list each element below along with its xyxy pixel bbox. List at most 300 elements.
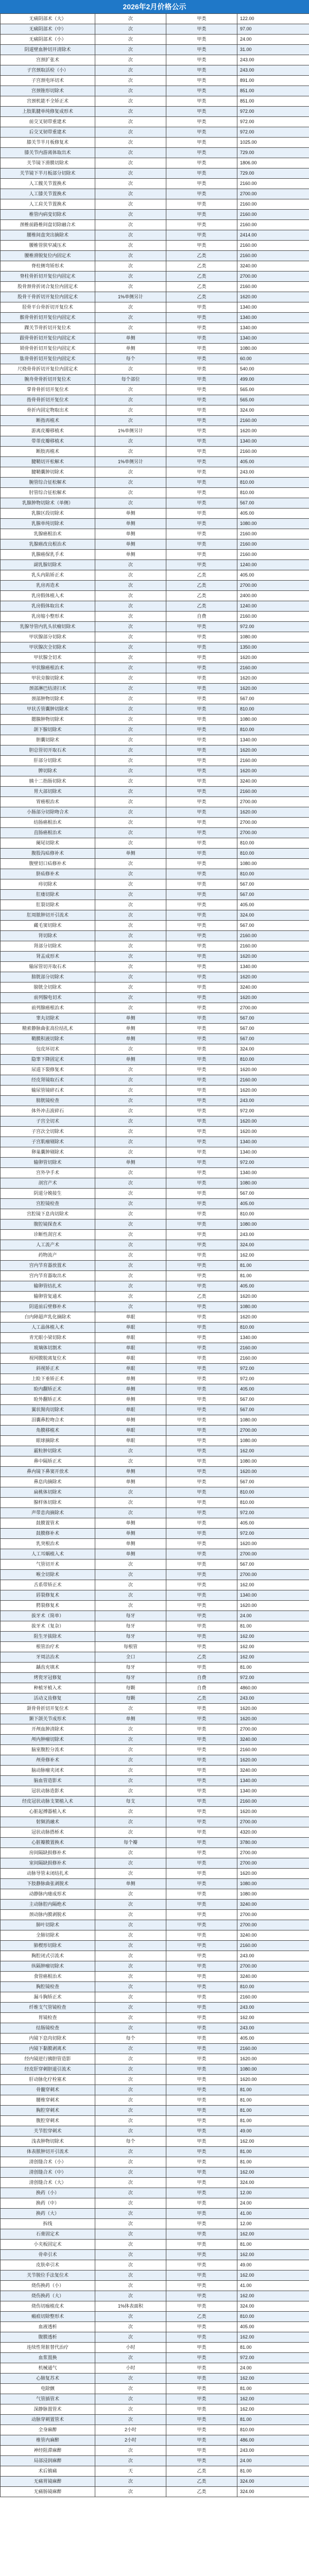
table-row xyxy=(1,725,309,735)
table-row xyxy=(1,1508,309,1518)
price-cell: 162.00 xyxy=(237,1446,309,1456)
table-row xyxy=(1,261,309,272)
item-name-cell: 胃镜检查 xyxy=(1,2013,95,2023)
category-cell: 甲类 xyxy=(166,1920,237,1930)
price-cell: 1620.00 xyxy=(237,1467,309,1477)
table-row xyxy=(1,2198,309,2209)
price-cell: 405.00 xyxy=(237,509,309,519)
table-row xyxy=(1,2332,309,2343)
price-cell: 324.00 xyxy=(237,2477,309,2487)
price-cell: 1080.00 xyxy=(237,344,309,354)
unit-cell: 次 xyxy=(95,1930,166,1941)
unit-cell: 每个 xyxy=(95,354,166,364)
item-name-cell: 射频消融术 xyxy=(1,1817,95,1827)
category-cell: 甲类 xyxy=(166,1250,237,1261)
table-row xyxy=(1,1487,309,1498)
price-cell: 81.00 xyxy=(237,1621,309,1632)
item-name-cell: 甲状舌管囊肿切除术 xyxy=(1,704,95,715)
price-cell: 2160.00 xyxy=(237,1353,309,1364)
item-name-cell: 精索静脉曲张高位结扎术 xyxy=(1,1024,95,1034)
table-row xyxy=(1,55,309,65)
table-row xyxy=(1,148,309,158)
price-cell: 1080.00 xyxy=(237,1302,309,1312)
category-cell: 甲类 xyxy=(166,148,237,158)
table-row xyxy=(1,2064,309,2075)
unit-cell: 次 xyxy=(95,921,166,931)
price-cell: 405.00 xyxy=(237,900,309,910)
price-cell: 405.00 xyxy=(237,1518,309,1529)
unit-cell: 次 xyxy=(95,2260,166,2270)
item-name-cell: 浅表肿物切除术 xyxy=(1,2137,95,2147)
price-cell: 972.00 xyxy=(237,1364,309,1374)
unit-cell: 次 xyxy=(95,436,166,447)
item-name-cell: 无痛胃镜麻醉 xyxy=(1,2477,95,2487)
item-name-cell: 脑血管造影术 xyxy=(1,1776,95,1786)
unit-cell: 次 xyxy=(95,1560,166,1570)
price-cell: 567.00 xyxy=(237,921,309,931)
item-name-cell: 全肺切除术 xyxy=(1,1930,95,1941)
price-cell: 162.00 xyxy=(237,2229,309,2240)
category-cell: 乙类 xyxy=(166,581,237,591)
item-name-cell: 舌系带矫正术 xyxy=(1,1580,95,1590)
price-cell: 810.00 xyxy=(237,838,309,849)
item-name-cell: 无痛阴部术（大） xyxy=(1,14,95,24)
category-cell: 甲类 xyxy=(166,1900,237,1910)
category-cell: 甲类 xyxy=(166,1807,237,1817)
price-cell: 2160.00 xyxy=(237,1075,309,1086)
price-cell: 2160.00 xyxy=(237,447,309,457)
category-cell: 甲类 xyxy=(166,818,237,828)
price-cell: 567.00 xyxy=(237,1560,309,1570)
unit-cell: 单侧 xyxy=(95,550,166,560)
item-name-cell: 颅骨修补术 xyxy=(1,1755,95,1766)
item-name-cell: 颈椎前路椎间盘切除融合术 xyxy=(1,220,95,230)
category-cell: 甲类 xyxy=(166,1745,237,1755)
price-cell: 405.00 xyxy=(237,2322,309,2332)
category-cell: 甲类 xyxy=(166,1621,237,1632)
table-row xyxy=(1,230,309,241)
item-name-cell: 藏毛窦切除术 xyxy=(1,921,95,931)
category-cell: 甲类 xyxy=(166,890,237,900)
unit-cell: 次 xyxy=(95,2178,166,2188)
table-row xyxy=(1,1209,309,1219)
item-name-cell: 食管癌根治术 xyxy=(1,1972,95,1982)
unit-cell: 次 xyxy=(95,1807,166,1817)
unit-cell: 次 xyxy=(95,1590,166,1601)
item-name-cell: 输尿管切开取石术 xyxy=(1,962,95,972)
item-name-cell: 人工流产术 xyxy=(1,1240,95,1250)
price-cell: 2400.00 xyxy=(237,591,309,601)
table-row xyxy=(1,375,309,385)
item-name-cell: 腰椎管狭窄减压术 xyxy=(1,241,95,251)
table-row xyxy=(1,1704,309,1714)
price-cell: 2700.00 xyxy=(237,1426,309,1436)
category-cell: 乙类 xyxy=(166,601,237,612)
item-name-cell: 局部浸润麻醉 xyxy=(1,2456,95,2466)
table-row xyxy=(1,1982,309,1992)
unit-cell: 单侧 xyxy=(95,1013,166,1024)
category-cell: 甲类 xyxy=(166,1910,237,1920)
table-row xyxy=(1,2157,309,2167)
table-row xyxy=(1,2137,309,2147)
unit-cell: 每个部位 xyxy=(95,375,166,385)
table-row xyxy=(1,1529,309,1539)
price-cell: 3240.00 xyxy=(237,1766,309,1776)
price-cell: 2700.00 xyxy=(237,1003,309,1013)
price-cell: 162.00 xyxy=(237,2332,309,2343)
price-cell: 2700.00 xyxy=(237,1817,309,1827)
category-cell: 甲类 xyxy=(166,333,237,344)
category-cell: 甲类 xyxy=(166,35,237,45)
unit-cell: 次 xyxy=(95,1735,166,1745)
item-name-cell: 关节镜下滑膜切除术 xyxy=(1,158,95,168)
price-cell: 405.00 xyxy=(237,1384,309,1395)
table-row xyxy=(1,1972,309,1982)
item-name-cell: 尿道下裂修复术 xyxy=(1,1065,95,1075)
unit-cell: 单眼 xyxy=(95,1405,166,1415)
price-cell: 1620.00 xyxy=(237,807,309,818)
table-row xyxy=(1,766,309,776)
item-name-cell: 关节脱位手法复位术 xyxy=(1,2270,95,2281)
price-cell: 12.00 xyxy=(237,2188,309,2198)
table-row xyxy=(1,869,309,879)
category-cell: 乙类 xyxy=(166,2466,237,2477)
item-name-cell: 乳突根治术 xyxy=(1,1539,95,1549)
table-row xyxy=(1,2075,309,2085)
table-row xyxy=(1,2415,309,2425)
price-cell: 243.00 xyxy=(237,1693,309,1704)
table-row xyxy=(1,2363,309,2374)
price-cell: 81.00 xyxy=(237,1271,309,1281)
item-name-cell: 膝关节内游离体取出术 xyxy=(1,148,95,158)
price-cell: 81.00 xyxy=(237,2147,309,2157)
item-name-cell: 胸腔镜检查 xyxy=(1,1982,95,1992)
price-cell: 972.00 xyxy=(237,622,309,632)
price-cell: 162.00 xyxy=(237,2137,309,2147)
table-row xyxy=(1,2054,309,2064)
price-cell: 565.00 xyxy=(237,385,309,395)
category-cell: 甲类 xyxy=(166,704,237,715)
unit-cell: 次 xyxy=(95,612,166,622)
table-row xyxy=(1,1168,309,1178)
category-cell: 甲类 xyxy=(166,1261,237,1271)
unit-cell: 次 xyxy=(95,1704,166,1714)
category-cell: 乙类 xyxy=(166,2487,237,2497)
unit-cell: 次 xyxy=(95,591,166,601)
category-cell: 甲类 xyxy=(166,2250,237,2260)
table-row xyxy=(1,900,309,910)
price-cell: 810.00 xyxy=(237,1209,309,1219)
category-cell: 甲类 xyxy=(166,1642,237,1652)
price-cell: 162.00 xyxy=(237,2404,309,2415)
price-cell: 405.00 xyxy=(237,1199,309,1209)
category-cell: 甲类 xyxy=(166,1147,237,1158)
table-row xyxy=(1,509,309,519)
unit-cell: 次 xyxy=(95,2188,166,2198)
category-cell: 甲类 xyxy=(166,478,237,488)
item-name-cell: 踝关节骨折切开复位术 xyxy=(1,323,95,333)
price-cell: 972.00 xyxy=(237,1374,309,1384)
unit-cell: 次 xyxy=(95,447,166,457)
price-cell: 24.00 xyxy=(237,1611,309,1621)
table-row xyxy=(1,2003,309,2013)
category-cell: 甲类 xyxy=(166,2054,237,2064)
category-cell: 甲类 xyxy=(166,2178,237,2188)
price-cell: 41.00 xyxy=(237,2281,309,2291)
price-cell: 567.00 xyxy=(237,890,309,900)
item-name-cell: 甲状腺全切术 xyxy=(1,653,95,663)
item-name-cell: 拔牙术（复杂） xyxy=(1,1621,95,1632)
table-row xyxy=(1,385,309,395)
category-cell: 甲类 xyxy=(166,519,237,529)
unit-cell: 次 xyxy=(95,715,166,725)
category-cell: 甲类 xyxy=(166,1127,237,1137)
category-cell: 甲类 xyxy=(166,1714,237,1724)
item-name-cell: 乳房假体取出术 xyxy=(1,601,95,612)
table-row xyxy=(1,1364,309,1374)
table-row xyxy=(1,1683,309,1693)
table-row xyxy=(1,1230,309,1240)
price-cell: 972.00 xyxy=(237,127,309,138)
category-cell: 甲类 xyxy=(166,2353,237,2363)
table-row xyxy=(1,952,309,962)
item-name-cell: 房间隔缺损修补术 xyxy=(1,1848,95,1858)
item-name-cell: 颅内肿瘤切除术 xyxy=(1,1735,95,1745)
table-row xyxy=(1,632,309,642)
unit-cell: 次 xyxy=(95,1580,166,1590)
price-cell: 162.00 xyxy=(237,2167,309,2178)
unit-cell: 次 xyxy=(95,76,166,86)
category-cell: 甲类 xyxy=(166,1869,237,1879)
price-cell: 567.00 xyxy=(237,1013,309,1024)
table-row xyxy=(1,807,309,818)
table-row xyxy=(1,1333,309,1343)
unit-cell: 次 xyxy=(95,890,166,900)
table-row xyxy=(1,1013,309,1024)
category-cell: 甲类 xyxy=(166,529,237,539)
table-row xyxy=(1,498,309,509)
category-cell: 甲类 xyxy=(166,210,237,220)
table-row xyxy=(1,1590,309,1601)
item-name-cell: 腺样体切除术 xyxy=(1,1498,95,1508)
category-cell: 甲类 xyxy=(166,1302,237,1312)
item-name-cell: 断肢再植术 xyxy=(1,447,95,457)
table-row xyxy=(1,251,309,261)
unit-cell: 次 xyxy=(95,189,166,199)
table-row xyxy=(1,1776,309,1786)
table-row xyxy=(1,2301,309,2312)
table-row xyxy=(1,921,309,931)
category-cell: 甲类 xyxy=(166,24,237,35)
unit-cell: 次 xyxy=(95,1601,166,1611)
table-row xyxy=(1,519,309,529)
category-cell: 甲类 xyxy=(166,807,237,818)
category-cell: 甲类 xyxy=(166,2013,237,2023)
table-row xyxy=(1,1096,309,1106)
category-cell: 甲类 xyxy=(166,405,237,416)
price-cell: 1620.00 xyxy=(237,1755,309,1766)
category-cell: 甲类 xyxy=(166,684,237,694)
price-cell: 1620.00 xyxy=(237,1807,309,1817)
category-cell: 甲类 xyxy=(166,354,237,364)
table-row xyxy=(1,735,309,745)
unit-cell: 次 xyxy=(95,2332,166,2343)
unit-cell: 次 xyxy=(95,1910,166,1920)
unit-cell: 次 xyxy=(95,2209,166,2219)
unit-cell: 每支 xyxy=(95,1797,166,1807)
table-row xyxy=(1,972,309,982)
price-cell: 81.00 xyxy=(237,2240,309,2250)
unit-cell: 次 xyxy=(95,2446,166,2456)
category-cell: 甲类 xyxy=(166,962,237,972)
table-row xyxy=(1,2167,309,2178)
price-cell: 810.00 xyxy=(237,1055,309,1065)
table-row xyxy=(1,663,309,673)
table-row xyxy=(1,2281,309,2291)
category-cell: 甲类 xyxy=(166,1075,237,1086)
table-row xyxy=(1,797,309,807)
price-cell: 24.00 xyxy=(237,2456,309,2466)
price-cell: 567.00 xyxy=(237,1189,309,1199)
unit-cell: 单侧 xyxy=(95,849,166,859)
item-name-cell: 喉全切除术 xyxy=(1,1570,95,1580)
item-name-cell: 人工肩关节置换术 xyxy=(1,199,95,210)
category-cell: 甲类 xyxy=(166,1426,237,1436)
price-cell: 2700.00 xyxy=(237,581,309,591)
unit-cell: 次 xyxy=(95,1127,166,1137)
unit-cell: 次 xyxy=(95,1240,166,1250)
category-cell: 甲类 xyxy=(166,14,237,24)
item-name-cell: 翼状胬肉切除术 xyxy=(1,1405,95,1415)
table-row xyxy=(1,436,309,447)
item-name-cell: 乳房再造术 xyxy=(1,581,95,591)
item-name-cell: 膝关节半月板修复术 xyxy=(1,138,95,148)
table-row xyxy=(1,344,309,354)
category-cell: 甲类 xyxy=(166,65,237,76)
item-name-cell: 石膏固定术 xyxy=(1,2229,95,2240)
item-name-cell: 前列腺电切术 xyxy=(1,993,95,1003)
category-cell: 甲类 xyxy=(166,1271,237,1281)
unit-cell: 次 xyxy=(95,1271,166,1281)
item-name-cell: 子宫肌瘤剔除术 xyxy=(1,1137,95,1147)
price-cell: 810.00 xyxy=(237,1982,309,1992)
item-name-cell: 宫颈机能不全矫正术 xyxy=(1,96,95,107)
category-cell: 甲类 xyxy=(166,168,237,179)
unit-cell: 次 xyxy=(95,1168,166,1178)
table-row xyxy=(1,1292,309,1302)
item-name-cell: 乳腺单纯切除术 xyxy=(1,519,95,529)
item-name-cell: 肛瘘切除术 xyxy=(1,890,95,900)
item-name-cell: 前交叉韧带重建术 xyxy=(1,117,95,127)
item-name-cell: 骨牵引术 xyxy=(1,2250,95,2260)
table-row xyxy=(1,14,309,24)
item-name-cell: 腰椎穿刺术 xyxy=(1,2095,95,2106)
item-name-cell: 肺叶切除术 xyxy=(1,1920,95,1930)
item-name-cell: 脑室腹腔分流术 xyxy=(1,1745,95,1755)
table-row xyxy=(1,694,309,704)
unit-cell: 单侧 xyxy=(95,519,166,529)
unit-cell: 单侧 xyxy=(95,344,166,354)
item-name-cell: 视网膜脱离复位术 xyxy=(1,1353,95,1364)
item-name-cell: 关节镜下半月板部分切除术 xyxy=(1,168,95,179)
unit-cell: 次 xyxy=(95,972,166,982)
category-cell: 甲类 xyxy=(166,2435,237,2446)
category-cell: 甲类 xyxy=(166,2229,237,2240)
price-cell: 2160.00 xyxy=(237,550,309,560)
price-cell: 4320.00 xyxy=(237,1827,309,1838)
item-name-cell: 乳房缩小整形术 xyxy=(1,612,95,622)
category-cell: 甲类 xyxy=(166,2384,237,2394)
price-cell: 499.00 xyxy=(237,375,309,385)
table-row xyxy=(1,1869,309,1879)
price-cell: 324.00 xyxy=(237,1044,309,1055)
price-cell: 2700.00 xyxy=(237,828,309,838)
category-cell: 甲类 xyxy=(166,1941,237,1951)
price-cell: 1620.00 xyxy=(237,1539,309,1549)
item-name-cell: 人工髋关节置换术 xyxy=(1,179,95,189)
table-row xyxy=(1,1158,309,1168)
price-cell: 1620.00 xyxy=(237,1601,309,1611)
unit-cell: 每颗 xyxy=(95,1693,166,1704)
price-cell: 567.00 xyxy=(237,879,309,890)
table-row xyxy=(1,1498,309,1508)
table-row xyxy=(1,1560,309,1570)
unit-cell: 单侧 xyxy=(95,1055,166,1065)
price-cell: 1620.00 xyxy=(237,1065,309,1075)
item-name-cell: 开颅血肿清除术 xyxy=(1,1724,95,1735)
unit-cell: 次 xyxy=(95,86,166,96)
category-cell: 自费 xyxy=(166,612,237,622)
price-cell: 1340.00 xyxy=(237,302,309,313)
item-name-cell: 睑内翻矫正术 xyxy=(1,1384,95,1395)
item-name-cell: 角膜移植术 xyxy=(1,1426,95,1436)
table-row xyxy=(1,1323,309,1333)
category-cell: 甲类 xyxy=(166,745,237,756)
category-cell: 甲类 xyxy=(166,1106,237,1116)
unit-cell: 次 xyxy=(95,2384,166,2394)
item-name-cell: 跟骨骨折切开复位内固定术 xyxy=(1,333,95,344)
table-row xyxy=(1,117,309,127)
category-cell: 甲类 xyxy=(166,910,237,921)
item-name-cell: 清创缝合术（大） xyxy=(1,2178,95,2188)
price-cell: 2160.00 xyxy=(237,210,309,220)
table-row xyxy=(1,2260,309,2270)
category-cell: 甲类 xyxy=(166,2456,237,2466)
unit-cell: 次 xyxy=(95,818,166,828)
item-name-cell: 鼓膜置管术 xyxy=(1,1518,95,1529)
unit-cell: 次 xyxy=(95,1941,166,1951)
price-cell: 3240.00 xyxy=(237,1972,309,1982)
item-name-cell: 无痛阴部术（中） xyxy=(1,24,95,35)
table-row xyxy=(1,2240,309,2250)
category-cell: 甲类 xyxy=(166,313,237,323)
price-cell: 1340.00 xyxy=(237,1168,309,1178)
price-cell: 49.00 xyxy=(237,2260,309,2270)
category-cell: 甲类 xyxy=(166,982,237,993)
price-cell: 567.00 xyxy=(237,1024,309,1034)
category-cell: 乙类 xyxy=(166,2312,237,2322)
table-row xyxy=(1,787,309,797)
category-cell: 甲类 xyxy=(166,1724,237,1735)
table-row xyxy=(1,2044,309,2054)
category-cell: 甲类 xyxy=(166,467,237,478)
item-name-cell: 无痛阴部术（小） xyxy=(1,35,95,45)
category-cell: 甲类 xyxy=(166,1961,237,1972)
table-row xyxy=(1,1405,309,1415)
item-name-cell: 鼻中隔矫正术 xyxy=(1,1456,95,1467)
unit-cell: 每牙 xyxy=(95,1663,166,1673)
price-cell: 243.00 xyxy=(237,1096,309,1106)
